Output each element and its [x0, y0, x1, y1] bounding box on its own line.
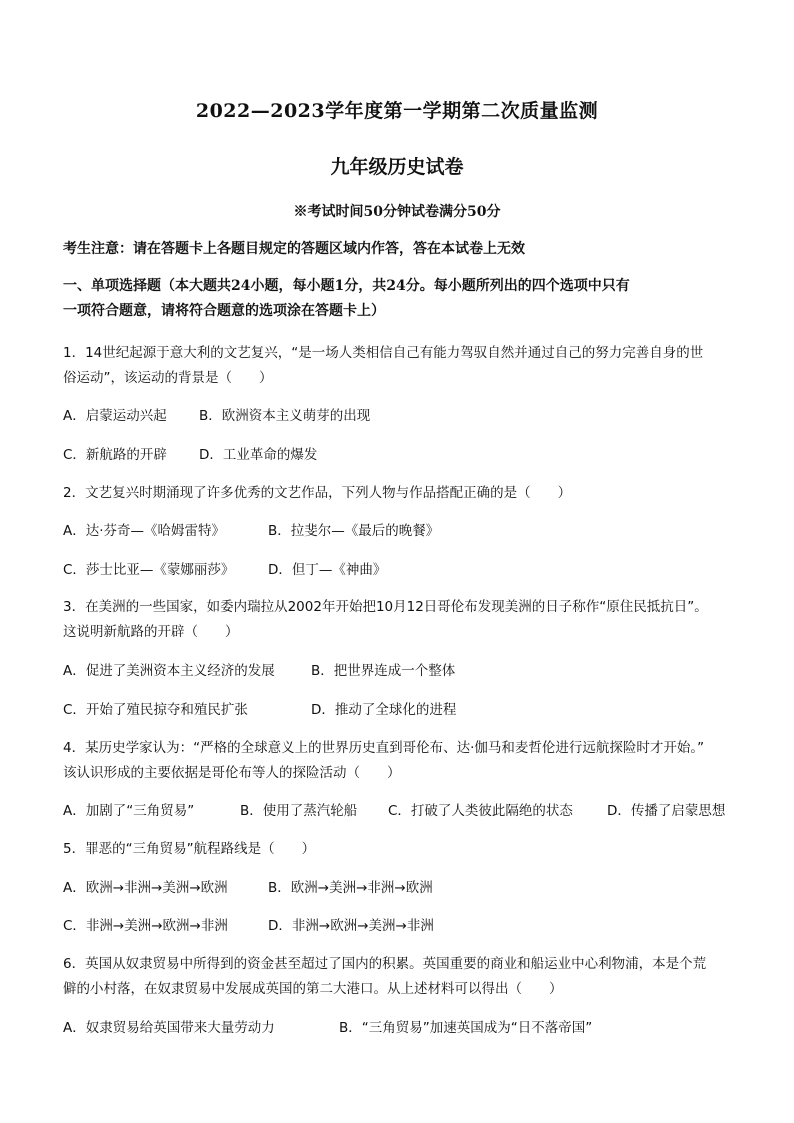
question-6-option-a: A．奴隶贸易给英国带来大量劳动力	[63, 1020, 275, 1036]
exam-title: 2022—2023学年度第一学期第二次质量监测	[195, 100, 599, 122]
question-4-option-b: B．使用了蒸汽轮船	[240, 803, 358, 819]
exam-info: ※考试时间50分钟试卷满分50分	[293, 204, 501, 220]
question-2-option-b: B．拉斐尔—《最后的晚餐》	[268, 523, 440, 539]
section-heading-line: 一项符合题意，请将符合题意的选项涂在答题卡上）	[63, 303, 385, 319]
question-1-stem: 1．14世纪起源于意大利的文艺复兴，“是一场人类相信自己有能力驾驭自然并通过自己的努力完善自身的世	[63, 345, 704, 361]
question-2-option-d: D．但丁—《神曲》	[268, 562, 387, 578]
question-6-stem: 僻的小村落，在奴隶贸易中发展成英国的第二大港口。从上述材料可以得出（ ）	[63, 981, 563, 997]
question-4-option-d: D．传播了启蒙思想	[607, 803, 726, 819]
question-3-option-c: C．开始了殖民掠夺和殖民扩张	[63, 702, 248, 718]
question-3-option-b: B．把世界连成一个整体	[311, 663, 456, 679]
question-6-option-b: B．“三角贸易”加速英国成为“日不落帝国”	[339, 1020, 593, 1036]
question-4-stem: 4．某历史学家认为：“严格的全球意义上的世界历史直到哥伦布、达·伽马和麦哲伦进行远航探险时才开始。”	[63, 740, 705, 756]
question-6-stem: 6．英国从奴隶贸易中所得到的资金甚至超过了国内的积累。英国重要的商业和船运业中心利物浦，本是个荒	[63, 956, 707, 972]
question-5-option-d: D．非洲→欧洲→美洲→非洲	[268, 918, 434, 934]
question-1-option-a: A．启蒙运动兴起	[63, 408, 167, 424]
question-5-stem: 5．罪恶的“三角贸易”航程路线是（ ）	[63, 841, 316, 857]
question-1-option-c: C．新航路的开辟	[63, 447, 167, 463]
question-1-stem: 俗运动”，该运动的背景是（ ）	[63, 370, 273, 386]
question-5-option-b: B．欧洲→美洲→非洲→欧洲	[268, 880, 433, 896]
question-2-stem: 2．文艺复兴时期涌现了许多优秀的文艺作品，下列人物与作品搭配正确的是（ ）	[63, 485, 572, 501]
question-3-option-a: A．促进了美洲资本主义经济的发展	[63, 663, 275, 679]
exam-subject: 九年级历史试卷	[330, 156, 464, 178]
question-4-option-a: A．加剧了“三角贸易”	[63, 803, 195, 819]
question-1-option-d: D．工业革命的爆发	[199, 447, 318, 463]
question-4-stem: 该认识形成的主要依据是哥伦布等人的探险活动（ ）	[63, 765, 401, 781]
question-5-option-a: A．欧洲→非洲→美洲→欧洲	[63, 880, 228, 896]
question-4-option-c: C．打破了人类彼此隔绝的状态	[388, 803, 573, 819]
question-3-stem: 这说明新航路的开辟（ ）	[63, 624, 239, 640]
section-heading	[63, 274, 735, 324]
section-heading-line: 一、单项选择题（本大题共24小题，每小题1分，共24分。每小题所列出的四个选项中只有	[63, 278, 630, 294]
question-2-option-c: C．莎士比亚—《蒙娜丽莎》	[63, 562, 235, 578]
question-3-option-d: D．推动了全球化的进程	[311, 702, 457, 718]
question-3-stem: 3．在美洲的一些国家，如委内瑞拉从2002年开始把10月12日哥伦布发现美洲的日子称作“原住民抵抗日”。	[63, 599, 708, 615]
question-2-option-a: A．达·芬奇—《哈姆雷特》	[63, 523, 226, 539]
question-1-option-b: B．欧洲资本主义萌芽的出现	[199, 408, 371, 424]
candidate-notice: 考生注意：请在答题卡上各题目规定的答题区域内作答，答在本试卷上无效	[63, 241, 525, 257]
question-5-option-c: C．非洲→美洲→欧洲→非洲	[63, 918, 228, 934]
